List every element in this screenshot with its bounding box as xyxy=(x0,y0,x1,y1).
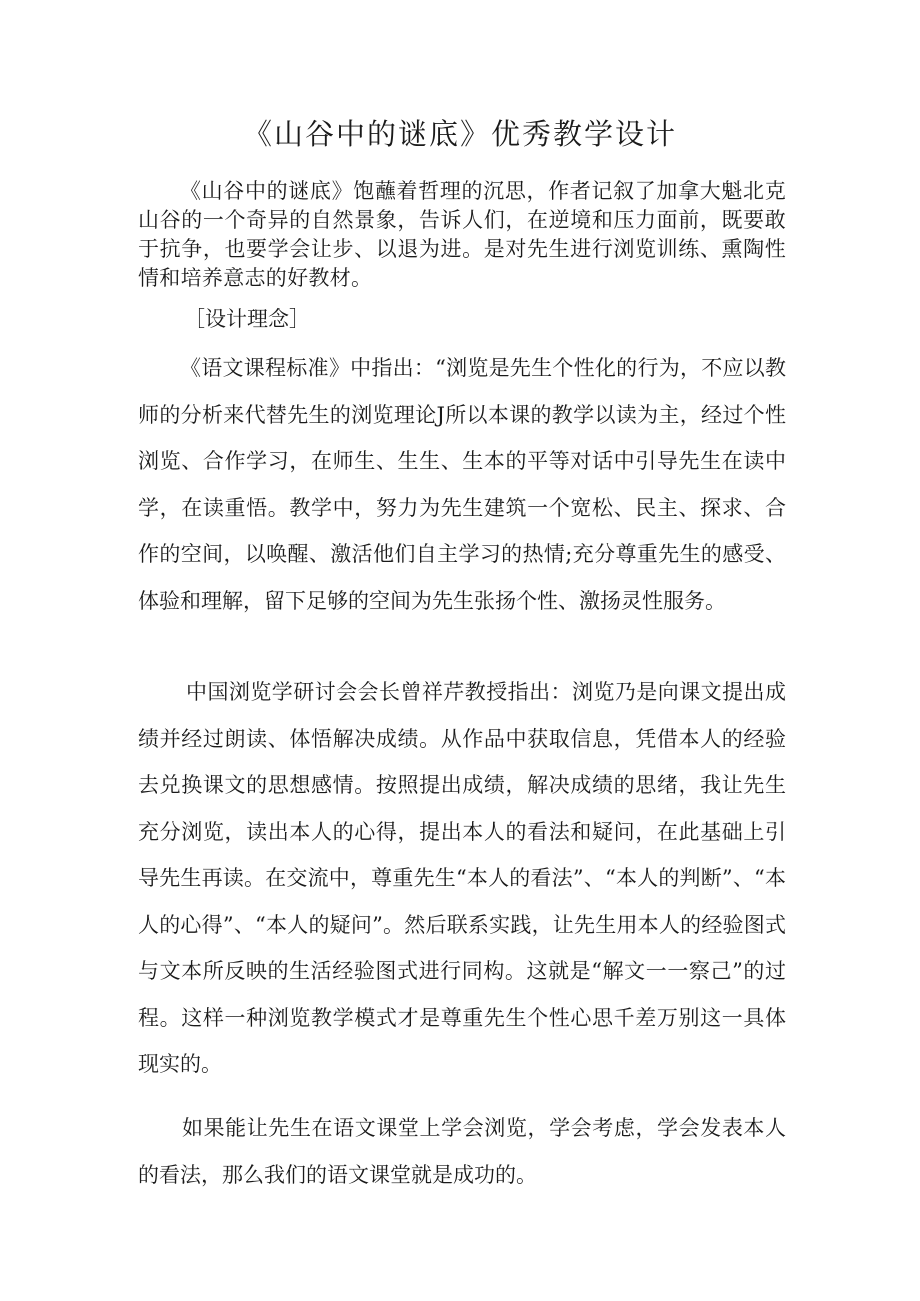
document-title: 《山谷中的谜底》优秀教学设计 xyxy=(242,117,677,151)
intro-paragraph: 《山谷中的谜底》饱蘸着哲理的沉思，作者记叙了加拿大魁北克山谷的一个奇异的自然景象，告诉人们，在逆境和压力面前，既要敢于抗争，也要学会让步、以退为进。是对先生进行浏览训练、熏陶性情和培养意志的好教材。 xyxy=(138,179,786,290)
body-paragraph-2: 中国浏览学研讨会会长曾祥芹教授指出：浏览乃是向课文提出成绩并经过朗读、体悟解决成绩。从作品中获取信息，凭借本人的经验去兑换课文的思想感情。按照提出成绩，解决成绩的思绪，我让先生充分浏览，读出本人的心得，提出本人的看法和疑问，在此基础上引导先生再读。在交流中，尊重先生“本人的看法”、“本人的判断”、“本人的心得”、“本人的疑问”。然后联系实践，让先生用本人的经验图式与文本所反映的生活经验图式进行同构。这就是“解文一一察己”的过程。这样一种浏览教学模式才是尊重先生个性心思千差万别这一具体现实的。 xyxy=(138,680,786,1076)
body-paragraph-3: 如果能让先生在语文课堂上学会浏览，学会考虑，学会发表本人的看法，那么我们的语文课堂就是成功的。 xyxy=(138,1116,786,1187)
section-heading: ［设计理念］ xyxy=(184,307,310,331)
body-paragraph-1: 《语文课程标准》中指出：“浏览是先生个性化的行为，不应以教师的分析来代替先生的浏览理论J所以本课的教学以读为主，经过个性浏览、合作学习，在师生、生生、生本的平等对话中引导先生在读中学，在读重悟。教学中，努力为先生建筑一个宽松、民主、探求、合作的空间，以唤醒、激活他们自主学习的热情;充分尊重先生的感受、体验和理解，留下足够的空间为先生张扬个性、激扬灵性服务。 xyxy=(138,356,786,613)
